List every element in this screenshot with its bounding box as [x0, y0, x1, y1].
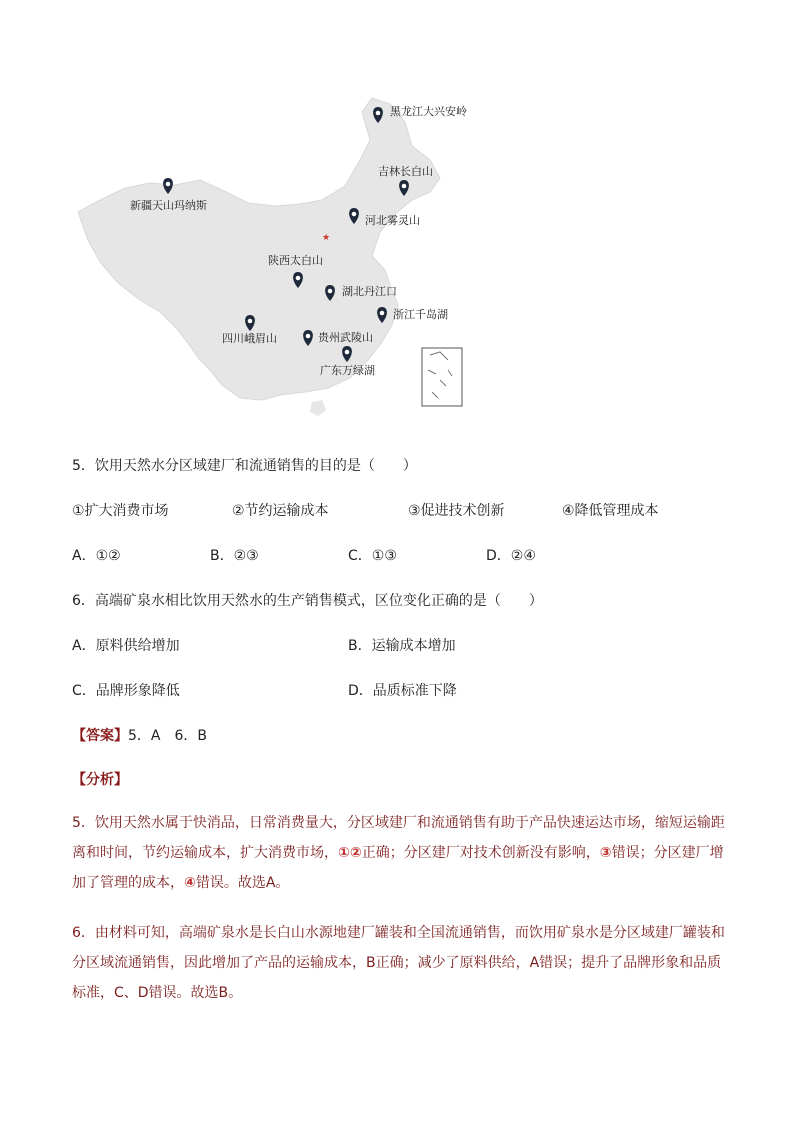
- exp5-part-a: 5．饮用天然水属于快消品，日常消费量大，分区域建厂和流通销售有助于产品快速运达市场，缩短运输距离和时间，节约运输成本，扩大消费市场，: [72, 815, 725, 861]
- map-pin-dot: [328, 289, 333, 294]
- exp5-mark-3: ③: [599, 845, 612, 861]
- q6-stem: 6．高端矿泉水相比饮用天然水的生产销售模式，区位变化正确的是（ ）: [72, 593, 543, 609]
- explanation-6: 6．由材料可知，高端矿泉水是长白山水源地建厂罐装和全国流通销售，而饮用矿泉水是分区域建厂罐装和分区域流通销售，因此增加了产品的运输成本，B正确；减少了原料供给，A错误；提升了品牌形象和品质标准，C、D错误。故选B。: [72, 925, 725, 1001]
- south-china-sea-inset: [422, 348, 462, 406]
- answer-label: 【答案】: [72, 728, 128, 744]
- exp5-mark-12: ①②: [338, 845, 362, 861]
- map-pin-dot: [306, 334, 311, 339]
- map-location-label: 黑龙江大兴安岭: [390, 105, 467, 118]
- map-pin-dot: [166, 182, 171, 187]
- china-land: [78, 98, 440, 400]
- q5-option-d: D．②④: [486, 548, 536, 564]
- answer-line: [72, 725, 207, 745]
- map-pin-dot: [352, 212, 357, 217]
- q5-stem: 5．饮用天然水分区域建厂和流通销售的目的是（ ）: [72, 458, 417, 474]
- q5-option-c: C．①③: [348, 548, 397, 564]
- exp5-part-c: 正确；分区建厂对技术创新没有影响，: [361, 845, 600, 861]
- answer-text: 5．A 6．B: [128, 728, 207, 744]
- map-location-label: 新疆天山玛纳斯: [130, 199, 207, 212]
- map-location-label: 四川峨眉山: [222, 332, 277, 345]
- exp5-part-e: 错误；分区建厂增加了管理的成本，: [72, 845, 724, 891]
- map-location-label: 广东万绿湖: [320, 364, 375, 377]
- map-pin-dot: [345, 350, 350, 355]
- china-map: [0, 0, 794, 440]
- exp5-part-g: 错误。故选A。: [195, 875, 290, 891]
- q5-item-2: ②节约运输成本: [232, 503, 329, 519]
- map-pin-dot: [296, 276, 301, 281]
- q5-item-3: ③促进技术创新: [408, 503, 505, 519]
- map-location-label: 湖北丹江口: [342, 285, 397, 298]
- map-pin-dot: [402, 184, 407, 189]
- q6-option-b: B．运输成本增加: [348, 638, 456, 654]
- map-location-label: 贵州武陵山: [318, 331, 373, 344]
- explanation-5: [72, 808, 728, 898]
- q6-option-a: A．原料供给增加: [72, 638, 180, 654]
- map-pin-dot: [376, 111, 381, 116]
- q5-item-1: ①扩大消费市场: [72, 503, 169, 519]
- map-location-label: 河北雾灵山: [365, 214, 420, 227]
- map-location-label: 陕西太白山: [268, 254, 323, 267]
- map-pin-dot: [248, 319, 253, 324]
- map-location-label: 浙江千岛湖: [393, 308, 448, 321]
- q5-option-a: A．①②: [72, 548, 121, 564]
- exp5-mark-4: ④: [184, 875, 196, 891]
- analysis-label: 【分析】: [72, 772, 128, 788]
- q6-option-d: D．品质标准下降: [348, 683, 457, 699]
- hainan-island: [310, 400, 326, 416]
- map-pin-dot: [380, 311, 385, 316]
- q6-option-c: C．品牌形象降低: [72, 683, 180, 699]
- map-location-label: 吉林长白山: [378, 165, 433, 178]
- capital-star: ★: [322, 233, 331, 243]
- q5-item-4: ④降低管理成本: [562, 503, 659, 519]
- q5-option-b: B．②③: [210, 548, 259, 564]
